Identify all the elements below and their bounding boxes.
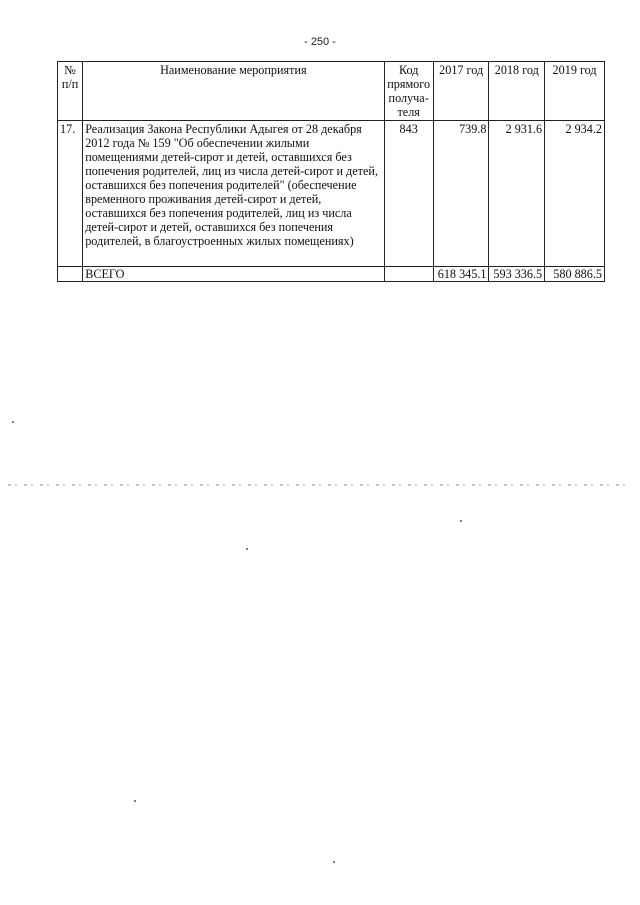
header-name: Наименование мероприятия: [83, 62, 384, 121]
total-2019: 580 886.5: [545, 267, 605, 282]
budget-table: [57, 61, 605, 282]
row-num: 17.: [58, 121, 83, 267]
row-2017: 739.8: [433, 121, 489, 267]
scan-speck: [333, 861, 335, 863]
total-code-cell: [384, 267, 433, 282]
total-label: ВСЕГО: [83, 267, 384, 282]
row-2019: 2 934.2: [545, 121, 605, 267]
scan-noise-line: [8, 484, 630, 486]
scan-speck: [460, 520, 462, 522]
row-name: Реализация Закона Республики Адыгея от 28 декабря 2012 года № 159 "Об обеспечении жилыми помещениями детей-сирот и детей, оставшихся без попечения родителей, лиц из числа детей-сирот и детей, оставшихся без попечения родителей" (обеспечение временного проживания детей-сирот и детей, оставшихся без попечения родителей, лиц из числа детей-сирот и детей, оставшихся без попечения родителей, в благоустроенных жилых помещениях): [83, 121, 384, 267]
table-header-row: [58, 62, 605, 121]
header-code: Код прямого получа-теля: [384, 62, 433, 121]
row-2018: 2 931.6: [489, 121, 545, 267]
header-2018: 2018 год: [489, 62, 545, 121]
header-2017: 2017 год: [433, 62, 489, 121]
scan-speck: [12, 421, 14, 423]
header-num: № п/п: [58, 62, 83, 121]
scan-speck: [246, 548, 248, 550]
table-row: [58, 121, 605, 267]
page-number: - 250 -: [304, 36, 336, 48]
total-2017: 618 345.1: [433, 267, 489, 282]
total-num-cell: [58, 267, 83, 282]
row-code: 843: [384, 121, 433, 267]
scan-speck: [134, 800, 136, 802]
total-row: [58, 267, 605, 282]
total-2018: 593 336.5: [489, 267, 545, 282]
header-2019: 2019 год: [545, 62, 605, 121]
